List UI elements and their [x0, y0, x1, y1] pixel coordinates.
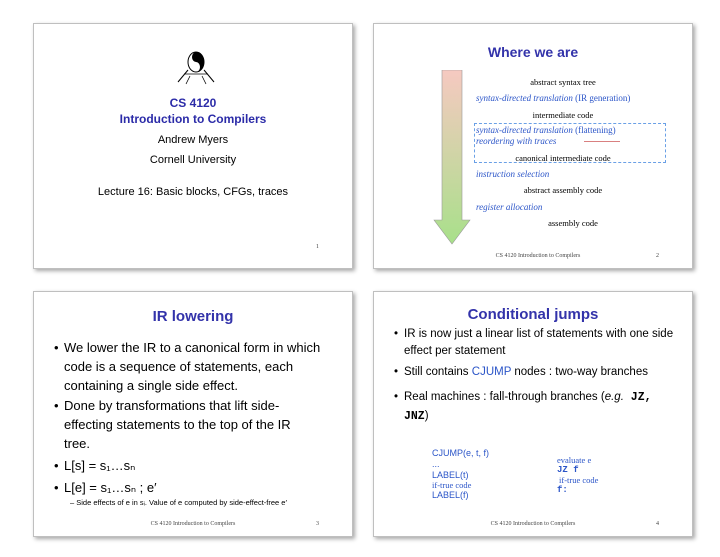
- label-reordering: reordering with traces: [476, 136, 557, 146]
- slide-title: Where we are: [487, 44, 579, 60]
- page-number: 3: [316, 521, 319, 527]
- lecture-title: Lecture 16: Basic blocks, CFGs, traces: [97, 186, 289, 198]
- bullet-2: • Done by transformations that lift side-effecting statements to the top of the IR tree.: [64, 396, 314, 453]
- code-line: if-true code: [559, 475, 599, 485]
- code-line: f:: [557, 485, 568, 495]
- label-sdt-flatten: syntax-directed translation (flattening): [476, 125, 616, 135]
- code-line: evaluate e: [557, 455, 592, 465]
- label-ast: abstract syntax tree: [530, 77, 596, 87]
- label-regalloc: register allocation: [476, 202, 543, 212]
- bullet-2: • Still contains CJUMP nodes : two-way branches: [404, 364, 674, 381]
- label-canonical: canonical intermediate code: [515, 153, 611, 163]
- code-line: JZ f: [557, 465, 579, 475]
- yin-yang-logo-icon: [174, 46, 218, 86]
- label-intermediate: intermediate code: [532, 110, 594, 120]
- footer: CS 4120 Introduction to Compilers: [490, 521, 576, 527]
- page-number: 2: [656, 253, 659, 259]
- sub-bullet: – Side effects of e in sᵢ. Value of e computed by side-effect-free e′: [70, 498, 287, 507]
- author: Andrew Myers: [157, 134, 229, 146]
- bullet-3: • Real machines : fall-through branches (e.g. JZ, JNZ): [404, 388, 674, 426]
- code-line: CJUMP(e, t, f): [432, 448, 490, 458]
- affiliation: Cornell University: [149, 154, 237, 166]
- label-isel: instruction selection: [476, 169, 550, 179]
- slide-4: [373, 291, 693, 537]
- bullet-4: • L[e] = s₁…sₙ ; e′: [64, 478, 314, 497]
- slide-title: IR lowering: [152, 308, 234, 325]
- label-asm: assembly code: [548, 218, 598, 228]
- course-title: Introduction to Compilers: [119, 112, 267, 126]
- bullet-1: • We lower the IR to a canonical form in which code is a sequence of statements, each containing a single side effect.: [64, 338, 324, 395]
- code-right: [557, 455, 598, 495]
- code-left: [432, 448, 489, 501]
- footer: CS 4120 Introduction to Compilers: [495, 253, 581, 259]
- page-number: 1: [316, 244, 319, 250]
- slide-1: [33, 23, 353, 269]
- red-underline: [584, 141, 620, 142]
- label-abs-asm: abstract assembly code: [523, 185, 603, 195]
- code-line: LABEL(f): [432, 490, 469, 500]
- slide-2: [373, 23, 693, 269]
- slide-3: [33, 291, 353, 537]
- page-number: 4: [656, 521, 659, 527]
- code-line: if-true code: [432, 480, 472, 490]
- code-line: LABEL(t): [432, 470, 469, 480]
- bullet-3: • L[s] = s₁…sₙ: [64, 456, 314, 475]
- course-code: CS 4120: [169, 96, 217, 110]
- label-sdt: syntax-directed translation (IR generation): [476, 93, 631, 103]
- bullet-1: • IR is now just a linear list of statements with one side effect per statement: [404, 326, 674, 360]
- footer: CS 4120 Introduction to Compilers: [150, 521, 236, 527]
- slide-title: Conditional jumps: [467, 306, 599, 323]
- code-line: ...: [432, 459, 440, 469]
